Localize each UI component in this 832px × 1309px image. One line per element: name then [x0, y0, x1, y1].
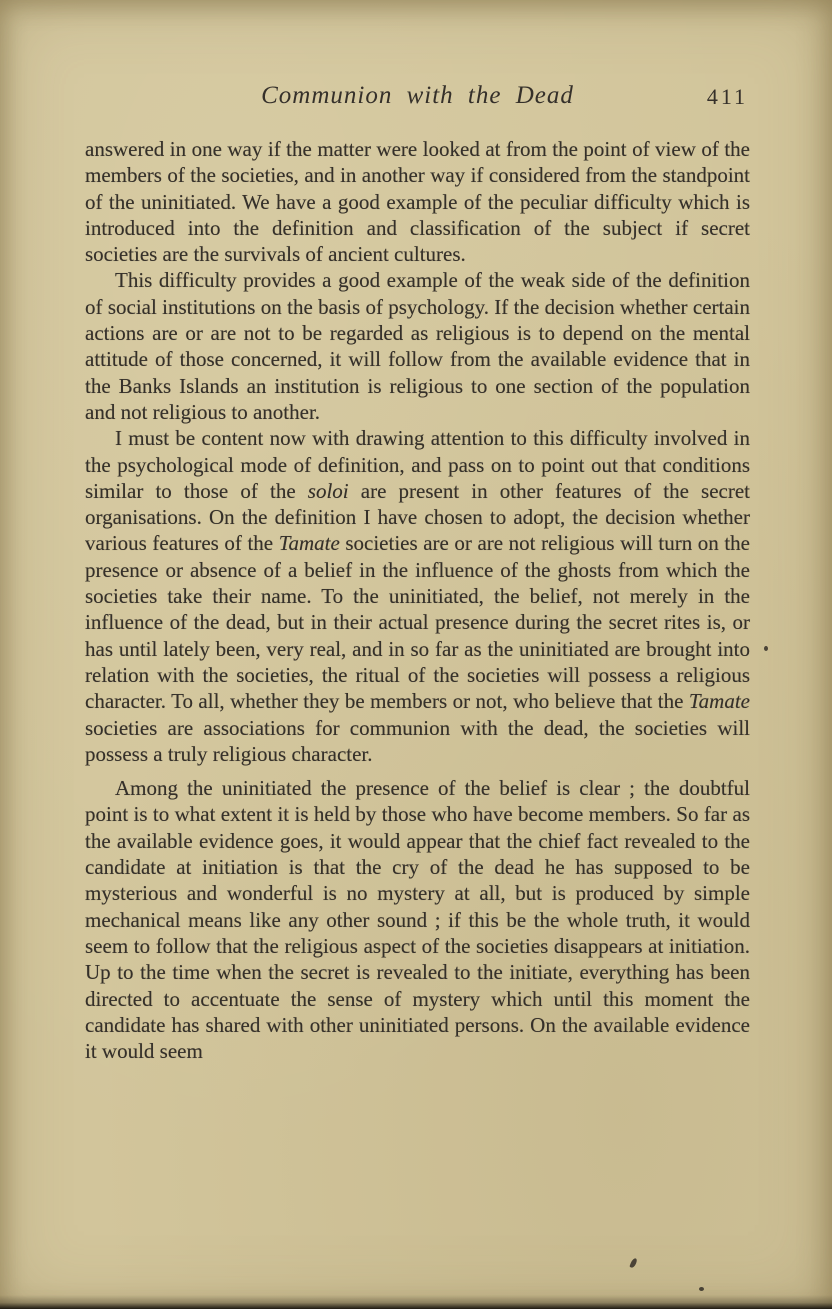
- text-run: This difficulty provides a good example of the weak side of the definition of social institutions on the basis of psychology. If the decision whether certain actions are or are not to be regarded as religious is to depend on the mental attitude of those concerned, it will follow from the available evidence that in the Banks Islands an institution is religious to one section of the population and not religious to another.: [85, 268, 750, 424]
- scan-speck: [699, 1287, 704, 1291]
- paragraph: [85, 136, 750, 267]
- page-number: 411: [706, 84, 748, 109]
- italic-text-run: Tamate: [278, 531, 340, 556]
- page-body: [85, 136, 750, 1064]
- scan-speck: [764, 646, 768, 651]
- page-header: [85, 82, 750, 116]
- paragraph: [85, 425, 750, 767]
- text-run: are present in other features of the secret organisations. On the definition I have chosen to adopt, the decision whether various features of the: [85, 478, 751, 556]
- scan-edge-shadow: [0, 1295, 832, 1309]
- text-run: societies are associations for communion with the dead, the societies will possess a truly religious character.: [85, 715, 750, 766]
- text-run: societies are or are not religious will turn on the presence or absence of a belief in the influence of the ghosts from which the societies take their name. To the uninitiated, the belief, not merely in the influence of the dead, but in their actual presence during the secret rites is, or has until lately been, very real, and in so far as the uninitiated are brought into relation with the societies, the ritual of the societies will possess a religious character. To all, whether they be members or not, who believe that the: [85, 531, 750, 714]
- paragraph: [85, 267, 750, 425]
- italic-text-run: Tamate: [688, 689, 750, 714]
- text-run: Among the uninitiated the presence of the belief is clear ; the doubtful point is to what extent it is held by those who have become members. So far as the available evidence goes, it would appear that the chief fact revealed to the candidate at initiation is that the cry of the dead he has supposed to be mysterious and wonderful is no mystery at all, but is produced by simple mechanical means like any other sound ; if this be the whole truth, it would seem to follow that the religious aspect of the societies disappears at initiation. Up to the time when the secret is revealed to the initiate, everything has been directed to accentuate the sense of mystery which until this moment the candidate has shared with other uninitiated persons. On the available evidence it would seem: [85, 776, 750, 1064]
- scan-speck: [629, 1257, 637, 1268]
- text-run: I must be content now with drawing attention to this difficulty involved in the psychological mode of definition, and pass on to point out that conditions similar to those of the: [85, 426, 750, 503]
- paragraph: [85, 775, 750, 1064]
- running-title: Communion with the Dead: [261, 82, 574, 109]
- italic-text-run: soloi: [307, 478, 349, 503]
- text-run: answered in one way if the matter were looked at from the point of view of the members of the societies, and in another way if considered from the standpoint of the uninitiated. We have a good example of the peculiar difficulty which is introduced into the definition and classification of the subject if secret societies are the survivals of ancient cultures.: [85, 137, 750, 267]
